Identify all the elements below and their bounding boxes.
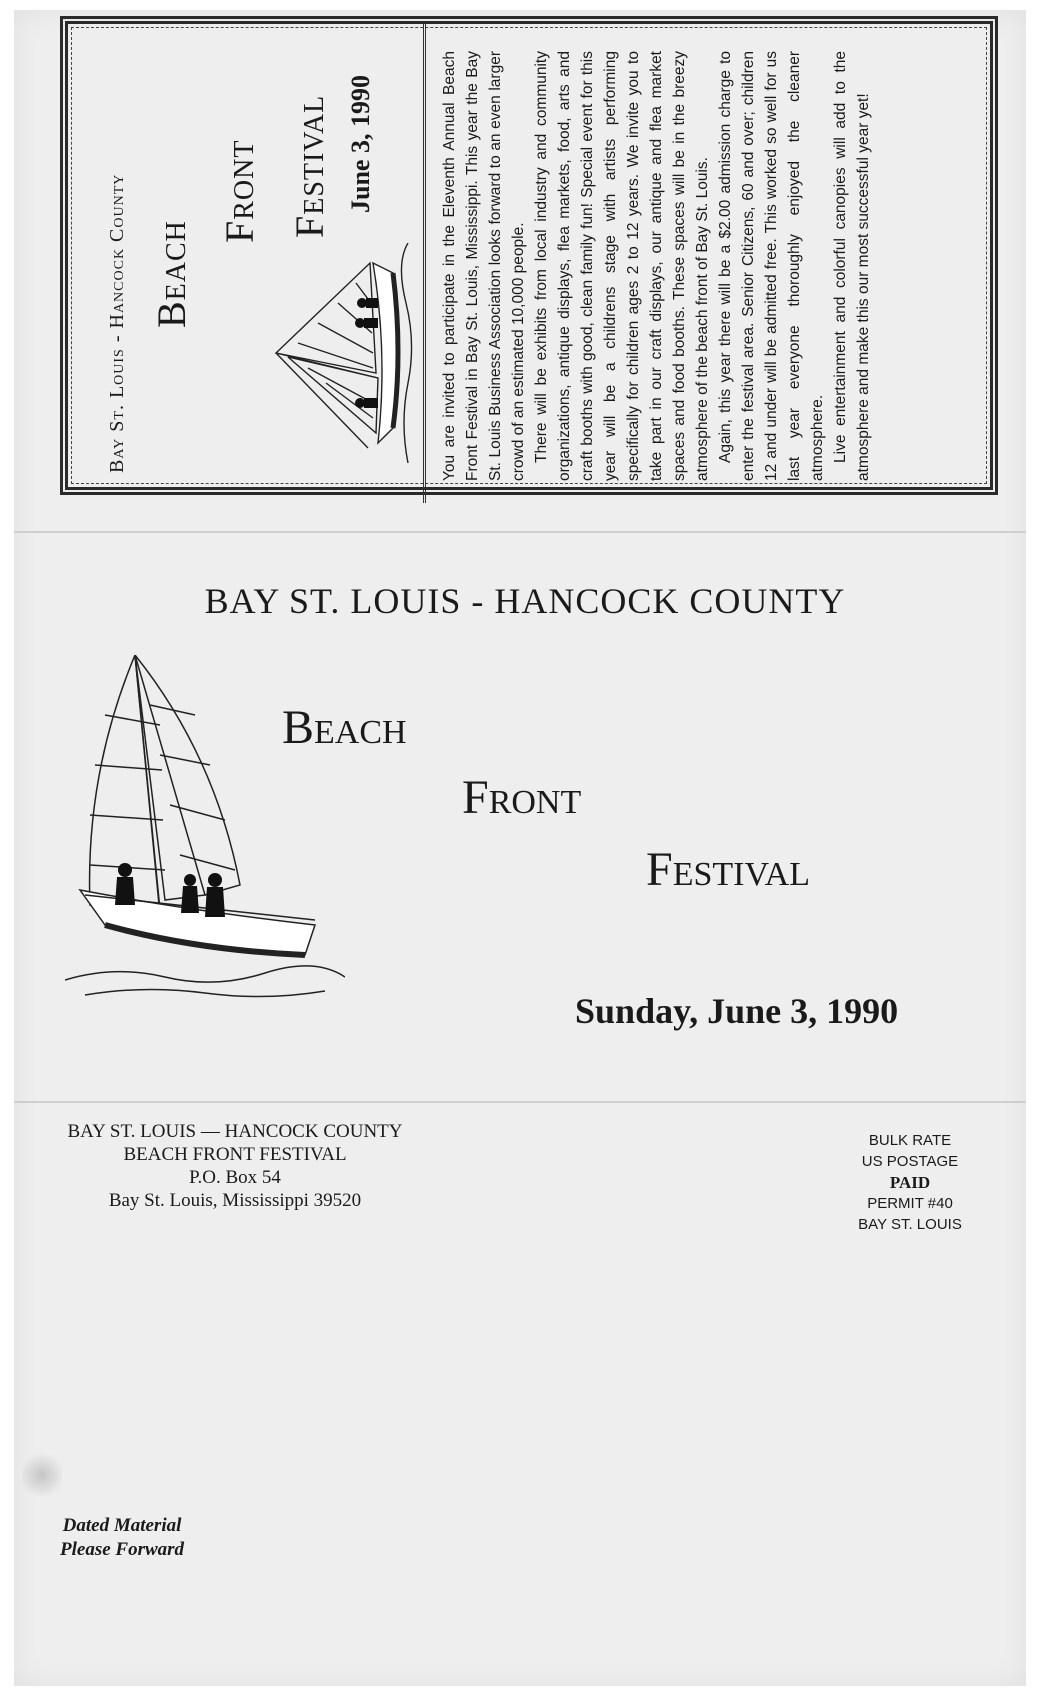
fold-line (14, 1101, 1026, 1103)
invitation-paragraph: Again, this year there will be a $2.00 admission charge to enter the festival area. Senior Citizens, 60 and over; children 12 and under will be admitted free. This worked so well for us last year everyone thoroughly enjoyed the cleaner atmosphere. (717, 51, 826, 481)
notice-line: Please Forward (60, 1539, 185, 1560)
invitation-paragraph: Live entertainment and colorful canopies will add to the atmosphere and make this our most successful year yet! (832, 51, 872, 481)
panel-title-line: Beach (149, 220, 194, 328)
top-panel-invitation (60, 16, 998, 495)
cover-title-line: Beach (282, 701, 407, 754)
notice-line: Dated Material (62, 1515, 182, 1536)
postage-paid: PAID (889, 1173, 931, 1192)
rotated-panel-content (68, 24, 1006, 503)
postage-indicia (840, 1130, 980, 1235)
panel-title-line: Festival (287, 94, 332, 238)
invitation-paragraph: You are invited to participate in the Eleventh Annual Beach Front Festival in Bay St. Louis, Mississippi. This year the Bay St. Louis Business Association looks forward to an even larger crowd of an estimated 10,000 people. (441, 51, 527, 481)
cover-title-line: Festival (646, 843, 810, 896)
postage-line: US POSTAGE (861, 1153, 959, 1170)
postage-line: BAY ST. LOUIS (858, 1216, 962, 1233)
cover-title-line: Front (462, 771, 582, 824)
cover-date: Sunday, June 3, 1990 (575, 991, 899, 1031)
panel-divider (423, 24, 432, 503)
address-line: BEACH FRONT FESTIVAL (123, 1144, 347, 1165)
fold-line (14, 531, 1026, 533)
panel-date: June 3, 1990 (346, 75, 375, 213)
address-line: P.O. Box 54 (189, 1167, 281, 1188)
cover-county-line: BAY ST. LOUIS - HANCOCK COUNTY (204, 581, 846, 621)
paper-stain (22, 1450, 62, 1500)
panel-county-line: Bay St. Louis - Hancock County (106, 173, 128, 473)
sailboat-icon (268, 243, 418, 463)
panel-title-line: Front (217, 139, 262, 243)
return-address (50, 1120, 420, 1212)
postage-line: PERMIT #40 (867, 1195, 953, 1212)
address-line: BAY ST. LOUIS — HANCOCK COUNTY (67, 1121, 403, 1142)
invitation-paragraph: There will be exhibits from local industry and community organizations, antique displays, flea markets, food, arts and craft booths with good, clean family fun! Special event for this year will be a childrens stage with artists performing specifically for children ages 2 to 12 years. We invite you to take part in our craft displays, our antique and flea market spaces and food booths. These spaces will be in the breezy atmosphere of the beach front of Bay St. Louis. (533, 51, 711, 481)
address-line: Bay St. Louis, Mississippi 39520 (108, 1190, 362, 1211)
dated-material-notice (60, 1514, 184, 1562)
invitation-body (438, 51, 875, 481)
postage-line: BULK RATE (868, 1132, 952, 1149)
